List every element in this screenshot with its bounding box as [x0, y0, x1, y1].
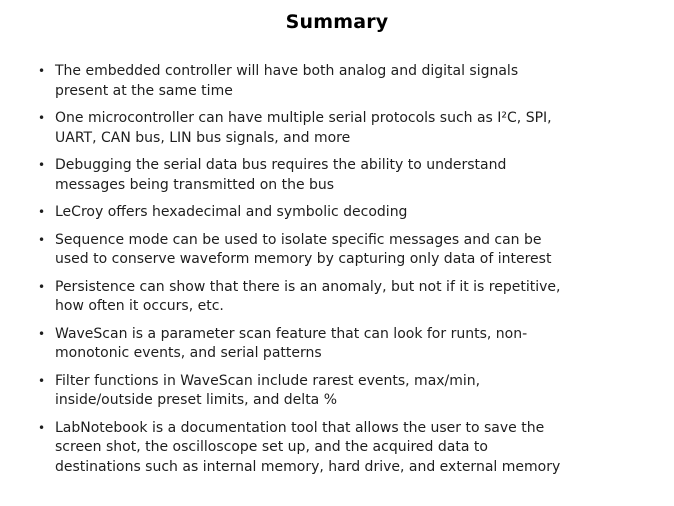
bullet-marker: • — [38, 279, 46, 294]
bullet-line: The embedded controller will have both analog and digital signals — [55, 63, 519, 79]
bullet-line: screen shot, the oscilloscope set up, and the acquired data to — [55, 439, 488, 455]
bullet-line: LeCroy offers hexadecimal and symbolic decoding — [55, 204, 408, 220]
bullet-line: Debugging the serial data bus requires the ability to understand — [55, 157, 507, 173]
bullet-line: destinations such as internal memory, hard drive, and external memory — [55, 458, 561, 475]
bullet-marker: • — [38, 64, 46, 78]
bullet-marker: • — [38, 205, 46, 219]
bullet-text — [55, 62, 656, 101]
bullet-item — [36, 231, 656, 270]
bullet-marker: • — [38, 326, 46, 341]
bullet-line: used to conserve waveform memory by capturing only data of interest — [55, 251, 552, 267]
bullet-text — [55, 278, 656, 317]
bullet-text — [55, 203, 656, 223]
bullet-item — [36, 372, 656, 411]
bullet-line: present at the same time — [55, 82, 233, 99]
bullet-marker: • — [38, 420, 46, 435]
bullet-item — [36, 325, 656, 364]
bullet-line: UART, CAN bus, LIN bus signals, and more — [55, 129, 351, 146]
bullet-item — [36, 203, 656, 223]
bullet-item — [36, 419, 656, 478]
bullet-text — [55, 372, 656, 411]
bullet-list — [36, 62, 656, 485]
bullet-line: inside/outside preset limits, and delta % — [55, 392, 338, 408]
bullet-line: monotonic events, and serial patterns — [55, 345, 322, 361]
bullet-marker: • — [38, 158, 46, 172]
bullet-line: Filter functions in WaveScan include rarest events, max/min, — [55, 372, 481, 389]
bullet-marker: • — [38, 373, 46, 388]
bullet-text — [55, 156, 656, 195]
bullet-line: Sequence mode can be used to isolate specific messages and can be — [55, 231, 542, 248]
bullet-text — [55, 109, 656, 148]
bullet-line: messages being transmitted on the bus — [55, 176, 335, 193]
bullet-marker: • — [38, 232, 46, 247]
bullet-line: how often it occurs, etc. — [55, 298, 224, 314]
bullet-line: WaveScan is a parameter scan feature that can look for runts, non- — [55, 325, 528, 342]
bullet-line: LabNotebook is a documentation tool that allows the user to save the — [55, 419, 545, 436]
bullet-item — [36, 278, 656, 317]
bullet-item — [36, 156, 656, 195]
page-title: Summary — [285, 11, 389, 33]
bullet-text — [55, 325, 656, 364]
bullet-text — [55, 419, 656, 478]
bullet-line: One microcontroller can have multiple serial protocols such as I²C, SPI, — [55, 110, 552, 126]
bullet-marker: • — [38, 111, 46, 125]
bullet-text — [55, 231, 656, 270]
bullet-item — [36, 109, 656, 148]
bullet-item — [36, 62, 656, 101]
bullet-line: Persistence can show that there is an anomaly, but not if it is repetitive, — [55, 278, 561, 295]
